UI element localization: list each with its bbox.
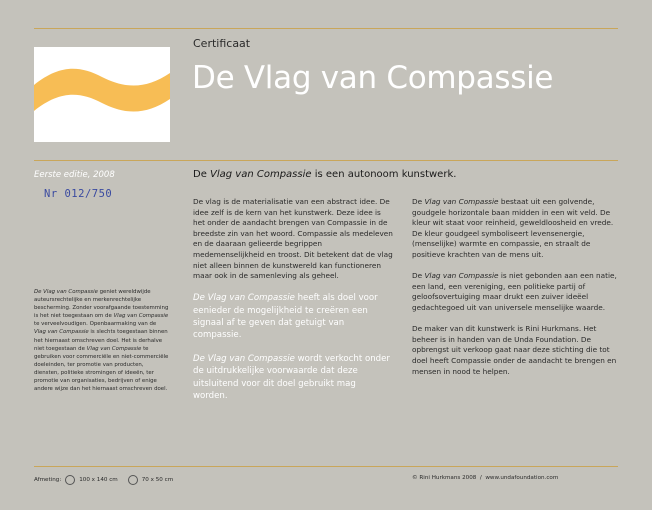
purpose-statements: [193, 292, 393, 402]
bottom-rule: [34, 466, 618, 467]
body-column-left: [193, 197, 393, 414]
wave-flag-icon: [34, 47, 170, 142]
page-title: De Vlag van Compassie: [192, 60, 554, 96]
middle-rule: [34, 160, 618, 161]
body-column-right: [412, 197, 622, 388]
size-label: Afmeting:: [34, 477, 62, 483]
paragraph-maker: De maker van dit kunstwerk is Rini Hurkmans. Het beheer is in handen van de Unda Foundation. De opbrengst uit verkoop gaat naar deze stichting die tot doel heeft Compassie onder de aandacht te brengen en mensen in nood te helpen.: [412, 324, 617, 376]
sale-condition-statement: De Vlag van Compassie wordt verkocht onder de uitdrukkelijke voorwaarde dat deze uitsluitend voor dit doel gebruikt mag worden.: [193, 354, 390, 401]
legal-title-a: De Vlag van Compassie: [34, 289, 98, 295]
size-a-checkbox[interactable]: [65, 475, 75, 485]
paragraph-description: De Vlag van Compassie bestaat uit een golvende, goudgele horizontale baan midden in een wit veld. De kleur wit staat voor reinheid, geweldloosheid en vrede. De kleur goudgeel symboliseert levensenergie, (menselijke) warmte en compassie, en straalt de positieve krachten van de mens uit.: [412, 197, 614, 259]
paragraph-concept: De vlag is de materialisatie van een abstract idee. De idee zelf is de kern van het kunstwerk. Deze idee is het onder de aandacht brengen van Compassie in de breedste zin van het woord. Compassie als medeleven en de daaraan gelieerde begrippen medemenselijkheid en troost. Dit betekent dat de vlag niet alleen binnen de kunstwereld kan functioneren maar ook in de samenleving als geheel.: [193, 197, 393, 281]
serial-number: [44, 188, 112, 200]
serial-value: 012/750: [64, 188, 113, 200]
purpose-statement: De Vlag van Compassie heeft als doel voor eenieder de mogelijkheid te creëren een signaal af te geven dat getuigt van compassie.: [193, 293, 378, 340]
footer-credit: © Rini Hurkmans 2008 / www.undafoundation.com: [412, 475, 559, 481]
size-b-label: 70 x 50 cm: [141, 477, 174, 483]
size-a-label: 100 x 140 cm: [79, 477, 118, 483]
top-rule: [34, 28, 618, 29]
size-b-checkbox[interactable]: [128, 475, 138, 485]
serial-prefix: Nr: [44, 188, 58, 200]
document-kicker: Certificaat: [193, 37, 251, 50]
legal-notice: De Vlag van Compassie geniet wereldwijde auteursrechtelijke en merkenrechtelijke bescherming. Zonder voorafgaande toestemming is het niet toegestaan om de Vlag van Compassie te verveelvoudigen. Openbaarmaking van de Vlag van Compassie is slechts toegestaan binnen het hiernaast omschreven doel. Het is derhalve niet toegestaan de Vlag van Compassie te gebruiken voor commerciële en niet-commerciële doeleinden, ter promotie van producten, diensten, politieke stromingen of ideeën, ter promotie van organisaties, bedrijven of enige andere wijze dan het hiernaast omschreven doel.: [34, 289, 169, 393]
paragraph-independence: De Vlag van Compassie is niet gebonden aan een natie, een land, een vereniging, een politieke partij of geloofsovertuiging maar drukt een zuiver ideëel gedachtegoed uit van universele menselijke waarde.: [412, 271, 617, 312]
size-options: [34, 475, 173, 485]
edition-label: Eerste editie, 2008: [34, 170, 115, 180]
lead-sentence: De Vlag van Compassie is een autonoom kunstwerk.: [193, 169, 457, 180]
